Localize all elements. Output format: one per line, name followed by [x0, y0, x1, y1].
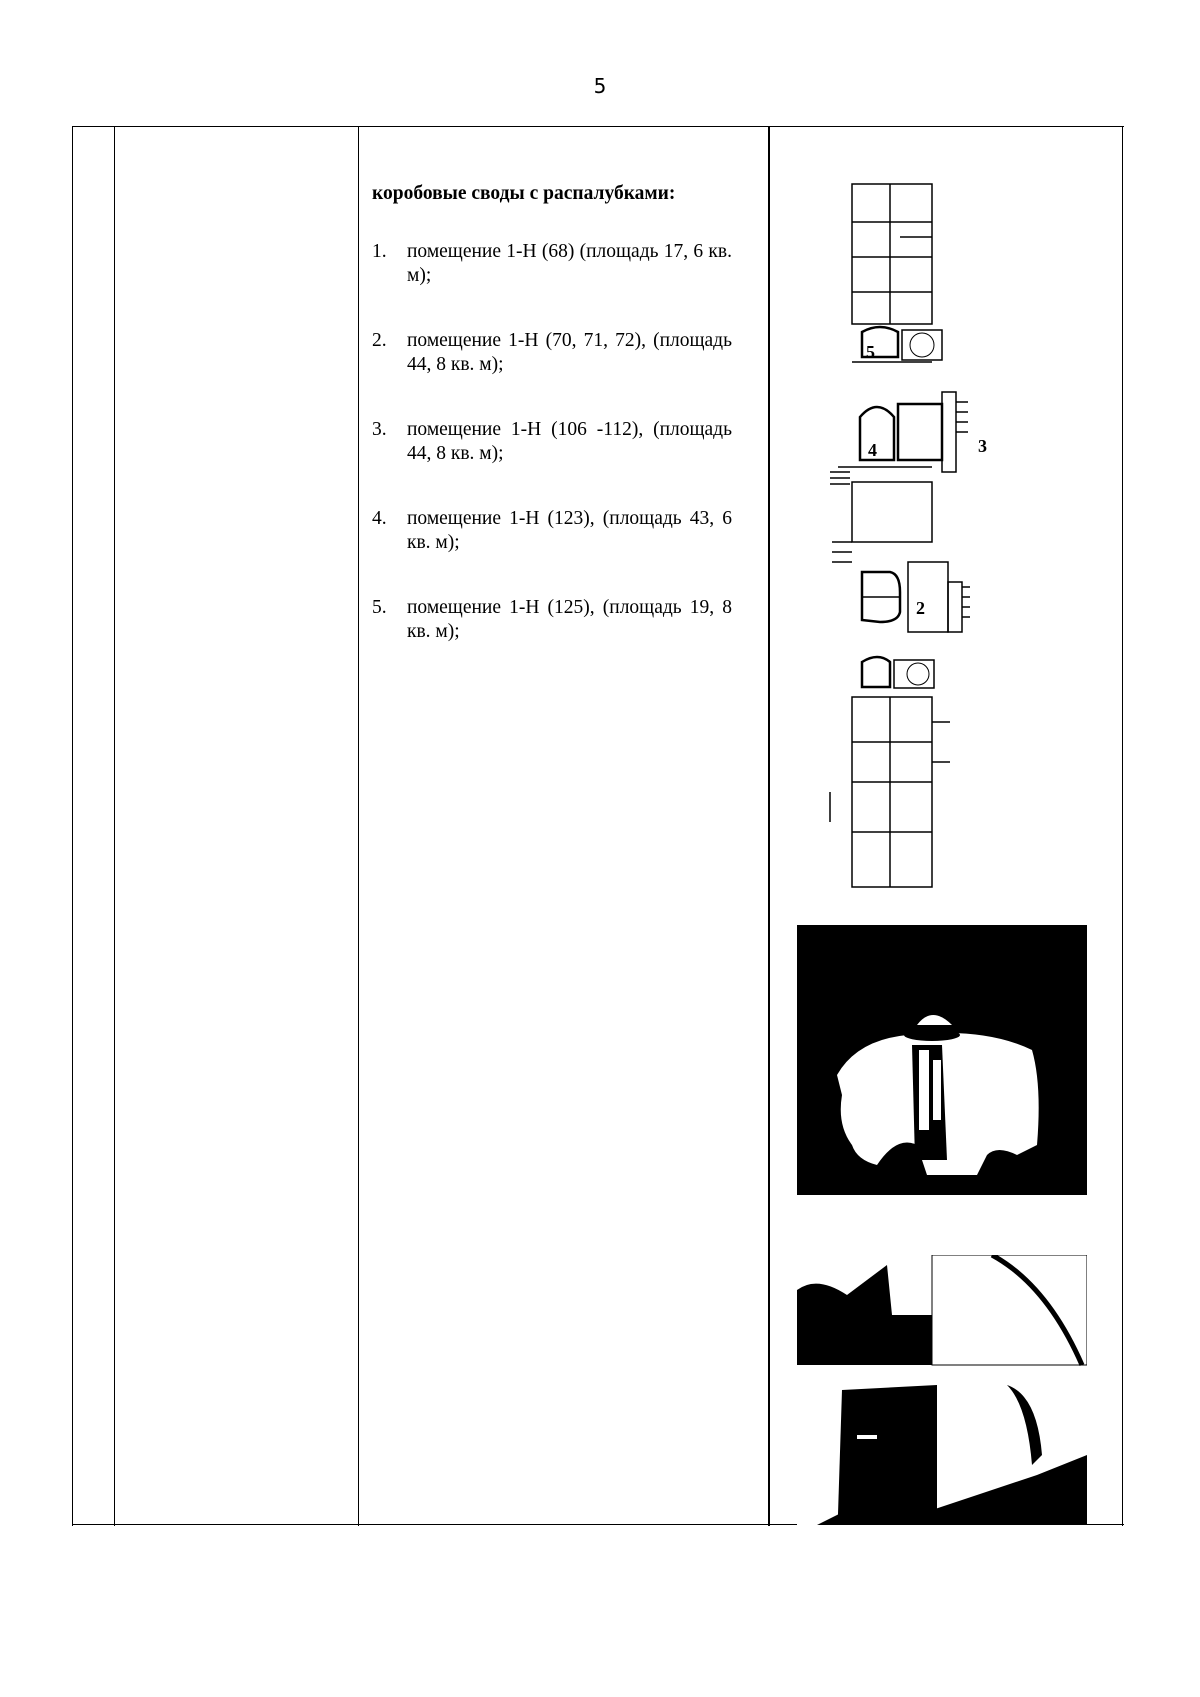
list-item: 4. помещение 1-Н (123), (площадь 43, 6 кв. м);: [372, 508, 732, 553]
plan-top-block: [852, 184, 932, 324]
plan-label-4: 4: [868, 440, 877, 460]
description-cell: [372, 182, 732, 685]
column-divider-1: [114, 126, 115, 1526]
list-item: 3. помещение 1-Н (106 -112), (площадь 44, 8 кв. м);: [372, 419, 732, 464]
plan-label-3: 3: [978, 436, 987, 456]
column-divider-2: [358, 126, 359, 1526]
list-item: 1. помещение 1-Н (68) (площадь 17, 6 кв. м);: [372, 241, 732, 286]
table-border-left: [72, 126, 73, 1526]
section-heading: коробовые своды с распалубками:: [372, 183, 676, 204]
table-border-right: [1122, 126, 1123, 1526]
page-number: 5: [593, 74, 607, 98]
vault-photo-2: [797, 1255, 1087, 1525]
list-item: 5. помещение 1-Н (125), (площадь 19, 8 кв. м);: [372, 597, 732, 642]
floor-plan-drawing: [790, 182, 990, 892]
plan-label-2: 2: [916, 598, 925, 618]
table-border-top: [72, 126, 1124, 127]
list-item: 2. помещение 1-Н (70, 71, 72), (площадь 44, 8 кв. м);: [372, 330, 732, 375]
plan-label-5: 5: [866, 342, 875, 362]
premises-list: [372, 240, 732, 644]
vault-photo-1: [797, 925, 1087, 1195]
column-divider-3: [768, 126, 770, 1526]
